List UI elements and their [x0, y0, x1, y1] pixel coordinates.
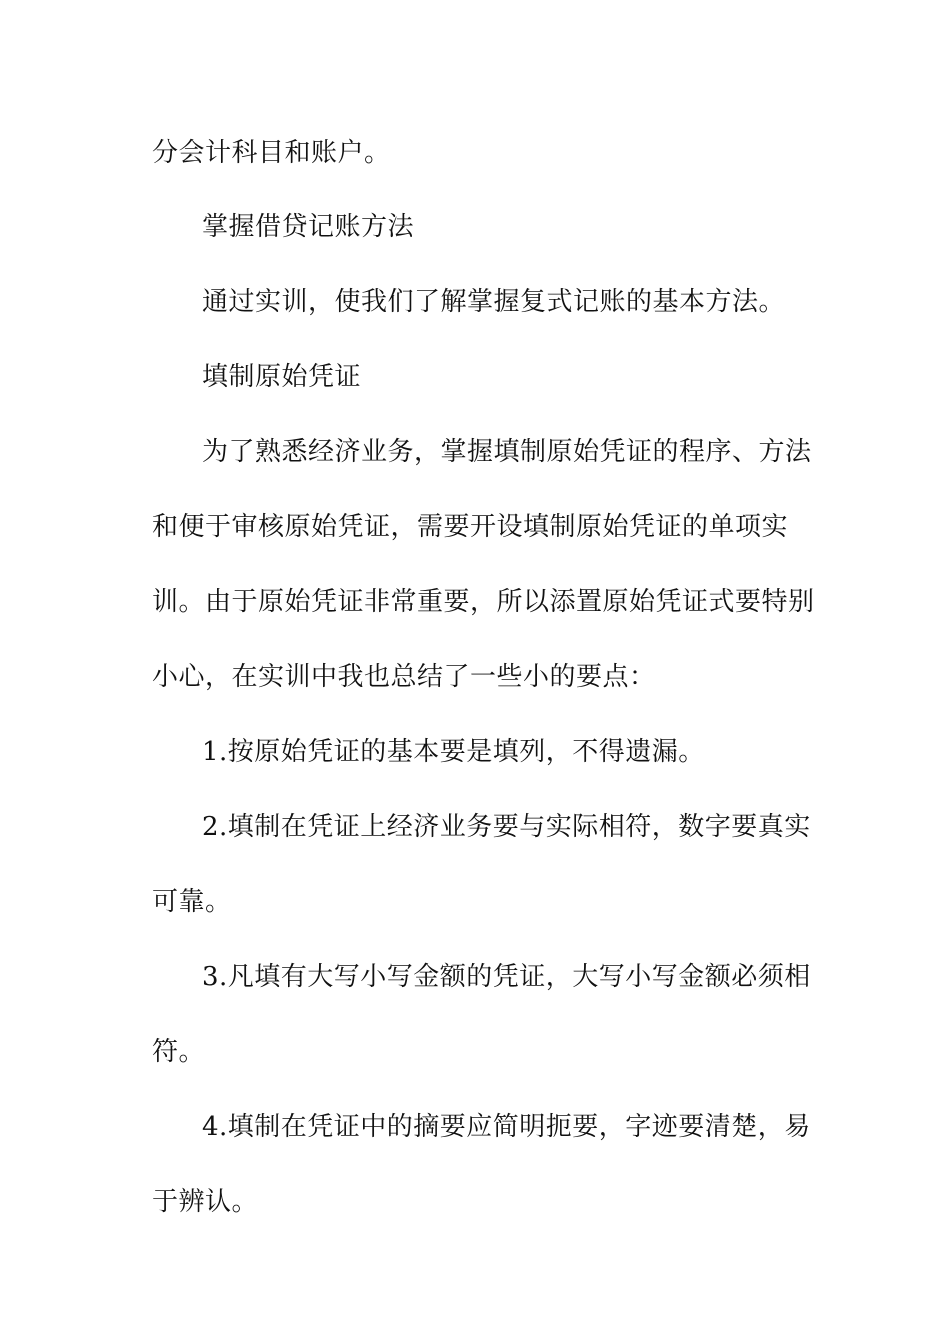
heading-original-vouchers: 填制原始凭证: [202, 362, 362, 392]
list-item-3: 3.凡填有大写小写金额的凭证，大写小写金额必须相: [202, 962, 811, 992]
text-line-1: 分会计科目和账户。: [152, 138, 391, 168]
list-item-1: 1.按原始凭证的基本要是填列，不得遗漏。: [202, 737, 705, 767]
text-line-5: 为了熟悉经济业务，掌握填制原始凭证的程序、方法: [202, 437, 812, 467]
list-item-2-continued: 可靠。: [152, 887, 232, 917]
text-line-8: 小心，在实训中我也总结了一些小的要点：: [152, 662, 656, 692]
text-line-3: 通过实训，使我们了解掌握复式记账的基本方法。: [202, 287, 786, 317]
list-item-3-continued: 符。: [152, 1037, 206, 1067]
heading-debit-credit-method: 掌握借贷记账方法: [202, 212, 415, 242]
list-item-4: 4.填制在凭证中的摘要应简明扼要，字迹要清楚，易: [202, 1112, 811, 1142]
list-item-4-continued: 于辨认。: [152, 1187, 259, 1217]
list-item-2: 2.填制在凭证上经济业务要与实际相符，数字要真实: [202, 812, 811, 842]
text-line-7: 训。由于原始凭证非常重要，所以添置原始凭证式要特别: [152, 587, 815, 617]
text-line-6: 和便于审核原始凭证，需要开设填制原始凭证的单项实: [152, 512, 789, 542]
